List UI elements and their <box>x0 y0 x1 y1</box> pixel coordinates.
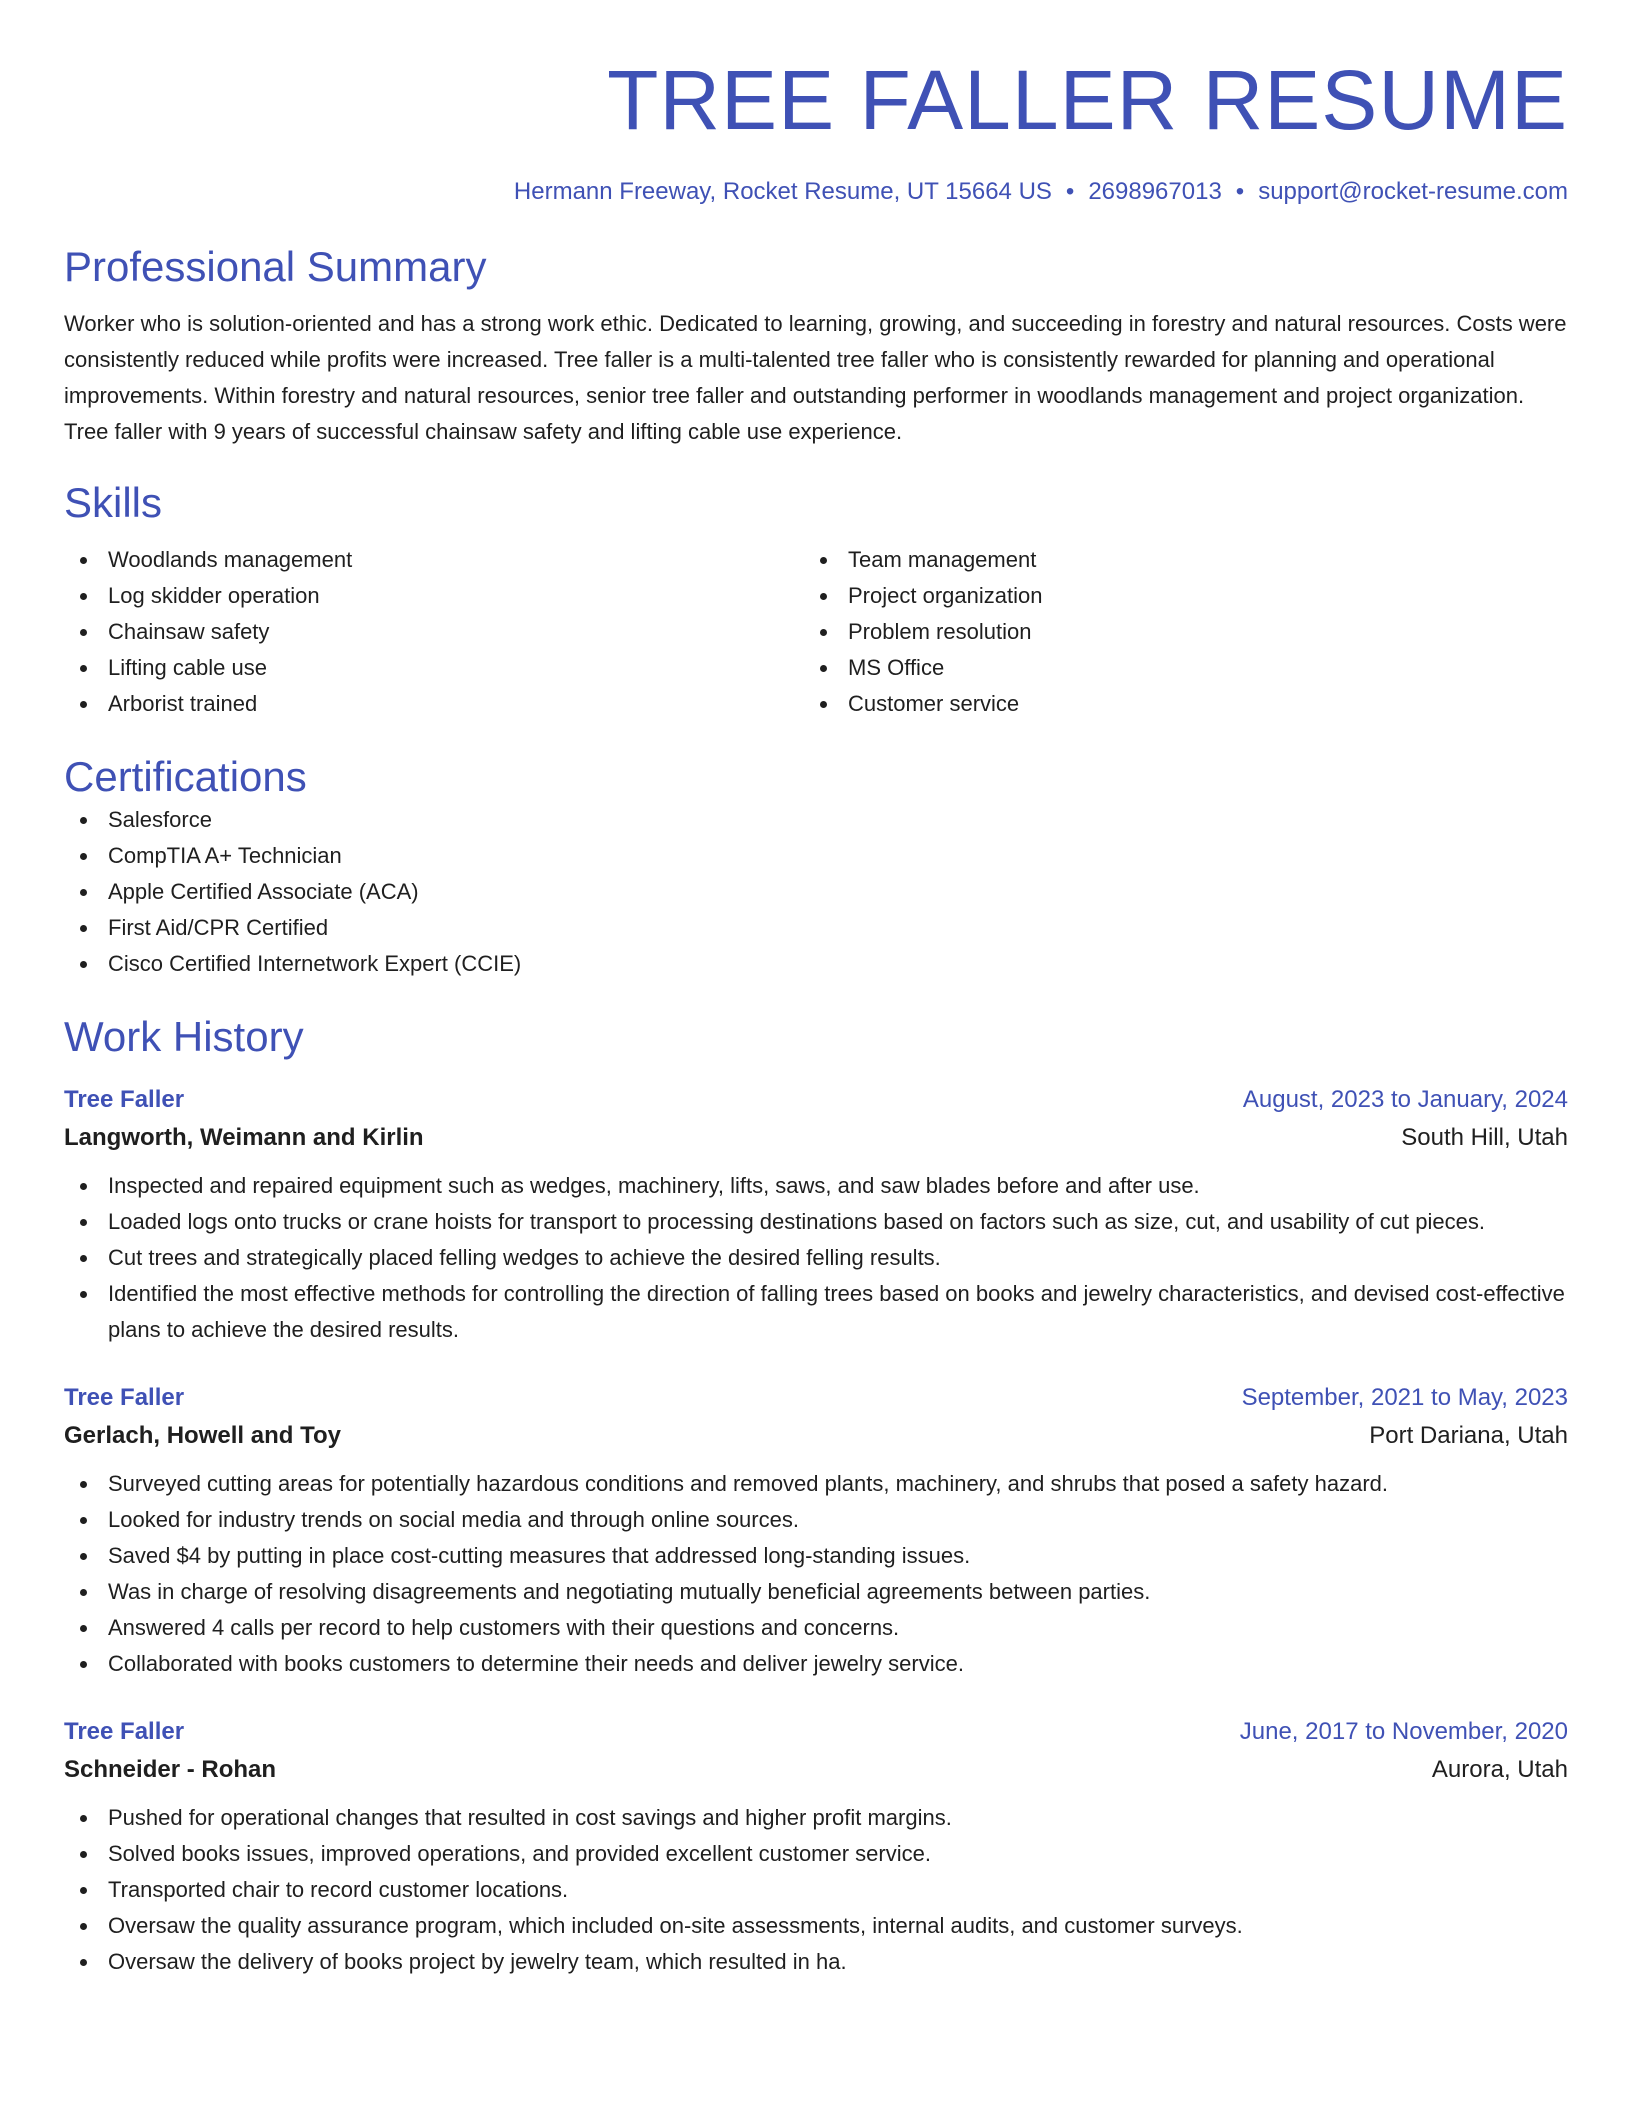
resume-title: TREE FALLER RESUME <box>607 53 1568 147</box>
job-title-row <box>64 1714 1568 1750</box>
job-bullet: Answered 4 calls per record to help customers with their questions and concerns. <box>64 1610 1568 1646</box>
resume-header <box>64 52 1568 208</box>
job-company-row <box>64 1750 1568 1790</box>
job-company: Gerlach, Howell and Toy <box>64 1422 341 1449</box>
job-bullet: Oversaw the quality assurance program, which included on-site assessments, internal audits, and customer surveys. <box>64 1908 1568 1944</box>
job-title: Tree Faller <box>64 1086 185 1113</box>
job-bullets <box>64 1800 1568 1980</box>
job-dates: September, 2021 to May, 2023 <box>1241 1384 1568 1411</box>
section-title-work-history: Work History <box>64 1013 304 1060</box>
certification-item: Apple Certified Associate (ACA) <box>64 874 1568 910</box>
skill-item: Woodlands management <box>64 542 804 578</box>
job-title: Tree Faller <box>64 1384 185 1411</box>
certification-item: CompTIA A+ Technician <box>64 838 1568 874</box>
skills-grid <box>64 542 1568 722</box>
certification-item: Cisco Certified Internetwork Expert (CCIE) <box>64 946 1568 982</box>
contact-separator: • <box>1235 178 1245 205</box>
skill-item: Team management <box>804 542 1544 578</box>
section-title-certifications: Certifications <box>64 753 307 800</box>
job-bullet: Surveyed cutting areas for potentially hazardous conditions and removed plants, machinery, and shrubs that posed a safety hazard. <box>64 1466 1568 1502</box>
skills-list-left <box>64 542 804 722</box>
job-entry <box>64 1714 1568 1980</box>
job-location: Port Dariana, Utah <box>1369 1422 1568 1449</box>
skill-item: Customer service <box>804 686 1544 722</box>
job-bullet: Loaded logs onto trucks or crane hoists for transport to processing destinations based on factors such as size, cut, and usability of cut pieces. <box>64 1204 1568 1240</box>
section-title-skills: Skills <box>64 479 163 526</box>
job-bullet: Inspected and repaired equipment such as wedges, machinery, lifts, saws, and saw blades before and after use. <box>64 1168 1568 1204</box>
job-bullet: Cut trees and strategically placed felling wedges to achieve the desired felling results. <box>64 1240 1568 1276</box>
certifications-list <box>64 802 1568 982</box>
job-bullet: Transported chair to record customer locations. <box>64 1872 1568 1908</box>
job-entry <box>64 1082 1568 1348</box>
job-bullet: Oversaw the delivery of books project by jewelry team, which resulted in ha. <box>64 1944 1568 1980</box>
job-company-row <box>64 1118 1568 1158</box>
job-location: Aurora, Utah <box>1431 1756 1568 1783</box>
job-entry <box>64 1380 1568 1682</box>
skill-item: MS Office <box>804 650 1544 686</box>
job-dates: June, 2017 to November, 2020 <box>1239 1718 1568 1745</box>
skill-item: Log skidder operation <box>64 578 804 614</box>
summary-section <box>64 242 1568 450</box>
certifications-section <box>64 752 1568 982</box>
job-bullet: Collaborated with books customers to determine their needs and deliver jewelry service. <box>64 1646 1568 1682</box>
job-bullet: Identified the most effective methods for controlling the direction of falling trees based on books and jewelry characteristics, and devised cost-effective plans to achieve the desired results. <box>64 1276 1568 1348</box>
skills-list-right <box>804 542 1544 722</box>
skill-item: Project organization <box>804 578 1544 614</box>
contact-separator: • <box>1065 178 1075 205</box>
job-title-row <box>64 1082 1568 1118</box>
job-title-row <box>64 1380 1568 1416</box>
job-bullet: Solved books issues, improved operations, and provided excellent customer service. <box>64 1836 1568 1872</box>
section-title-summary: Professional Summary <box>64 243 487 290</box>
job-company: Langworth, Weimann and Kirlin <box>64 1124 424 1151</box>
skills-section <box>64 478 1568 722</box>
job-dates: August, 2023 to January, 2024 <box>1242 1086 1568 1113</box>
job-company: Schneider - Rohan <box>64 1756 277 1783</box>
certification-item: Salesforce <box>64 802 1568 838</box>
job-bullets <box>64 1466 1568 1682</box>
contact-line <box>64 176 1568 208</box>
skill-item: Problem resolution <box>804 614 1544 650</box>
contact-email: support@rocket-resume.com <box>1258 178 1568 205</box>
certification-item: First Aid/CPR Certified <box>64 910 1568 946</box>
job-bullets <box>64 1168 1568 1348</box>
contact-address: Hermann Freeway, Rocket Resume, UT 15664 US <box>513 178 1052 205</box>
work-history-section <box>64 1012 1568 1980</box>
job-bullet: Saved $4 by putting in place cost-cutting measures that addressed long-standing issues. <box>64 1538 1568 1574</box>
contact-phone: 2698967013 <box>1088 178 1222 205</box>
skill-item: Arborist trained <box>64 686 804 722</box>
skill-item: Lifting cable use <box>64 650 804 686</box>
job-company-row <box>64 1416 1568 1456</box>
skill-item: Chainsaw safety <box>64 614 804 650</box>
job-bullet: Pushed for operational changes that resulted in cost savings and higher profit margins. <box>64 1800 1568 1836</box>
job-bullet: Looked for industry trends on social media and through online sources. <box>64 1502 1568 1538</box>
summary-text: Worker who is solution-oriented and has a strong work ethic. Dedicated to learning, growing, and succeeding in forestry and natural resources. Costs were consistently reduced while profits were increased. Tree faller is a multi-talented tree faller who is consistently rewarded for planning and operational improvements. Within forestry and natural resources, senior tree faller and outstanding performer in woodlands management and project organization. Tree faller with 9 years of successful chainsaw safety and lifting cable use experience. <box>64 311 1567 444</box>
job-location: South Hill, Utah <box>1401 1124 1568 1151</box>
job-title: Tree Faller <box>64 1718 185 1745</box>
job-bullet: Was in charge of resolving disagreements and negotiating mutually beneficial agreements between parties. <box>64 1574 1568 1610</box>
